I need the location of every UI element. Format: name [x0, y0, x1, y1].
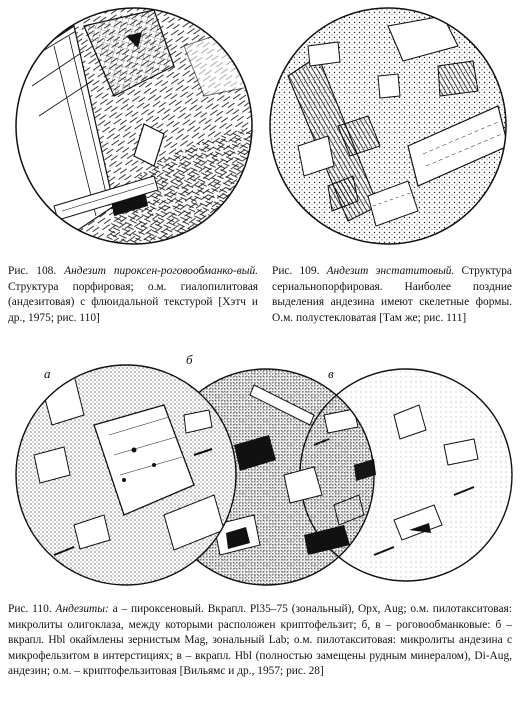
- figure-110-caption: [8, 602, 512, 680]
- panel-label-b: б: [186, 352, 193, 367]
- figure-109-drawing: [268, 6, 508, 246]
- figure-108-body: Структура порфировая; о.м. гиалопилитовая (андезитовая) с флюидальной текстурой [Хэтч и др., 1975; рис. 110]: [8, 280, 258, 324]
- figure-108-label: Рис. 108.: [8, 265, 57, 277]
- figure-108-caption: [8, 264, 258, 326]
- figure-109-title: Андезит энстатитовый.: [326, 265, 455, 277]
- figure-110-title: Андезиты:: [55, 603, 109, 615]
- panel-label-a: а: [44, 366, 51, 381]
- figure-110-drawing: [14, 355, 514, 595]
- figure-109-body: Структура сериальнопорфировая. Наиболее поздние выделения андезина имеют скелетные формы. О.м. полустекловатая [Там же; рис. 111]: [272, 265, 512, 324]
- figure-108-title: Андезит пироксен-роговообманко-вый.: [64, 265, 258, 277]
- figure-109-caption: [272, 264, 512, 326]
- figure-110-label: Рис. 110.: [8, 603, 52, 615]
- figure-109-label: Рис. 109.: [272, 265, 320, 277]
- figure-110-body: а – пироксеновый. Вкрапл. Pl35–75 (зональный), Opx, Aug; о.м. пилотакситовая: микролиты олигоклаза, между которыми расположен криптофельзит; б, в – роговообманковые: б – вкрапл. Hbl окаймлены зернистым Mag, зональный Lab; о.м. пилотакситовая: микролиты андезина с микрофельзитом в интерстициях; в – вкрапл. Hbl (полностью замещены рудным минералом), Di-Aug, андезин; о.м. – криптофельзитовая [Вильямс и др., 1957; рис. 28]: [8, 603, 512, 678]
- figure-108-drawing: [14, 6, 254, 246]
- panel-label-v: в: [328, 366, 334, 381]
